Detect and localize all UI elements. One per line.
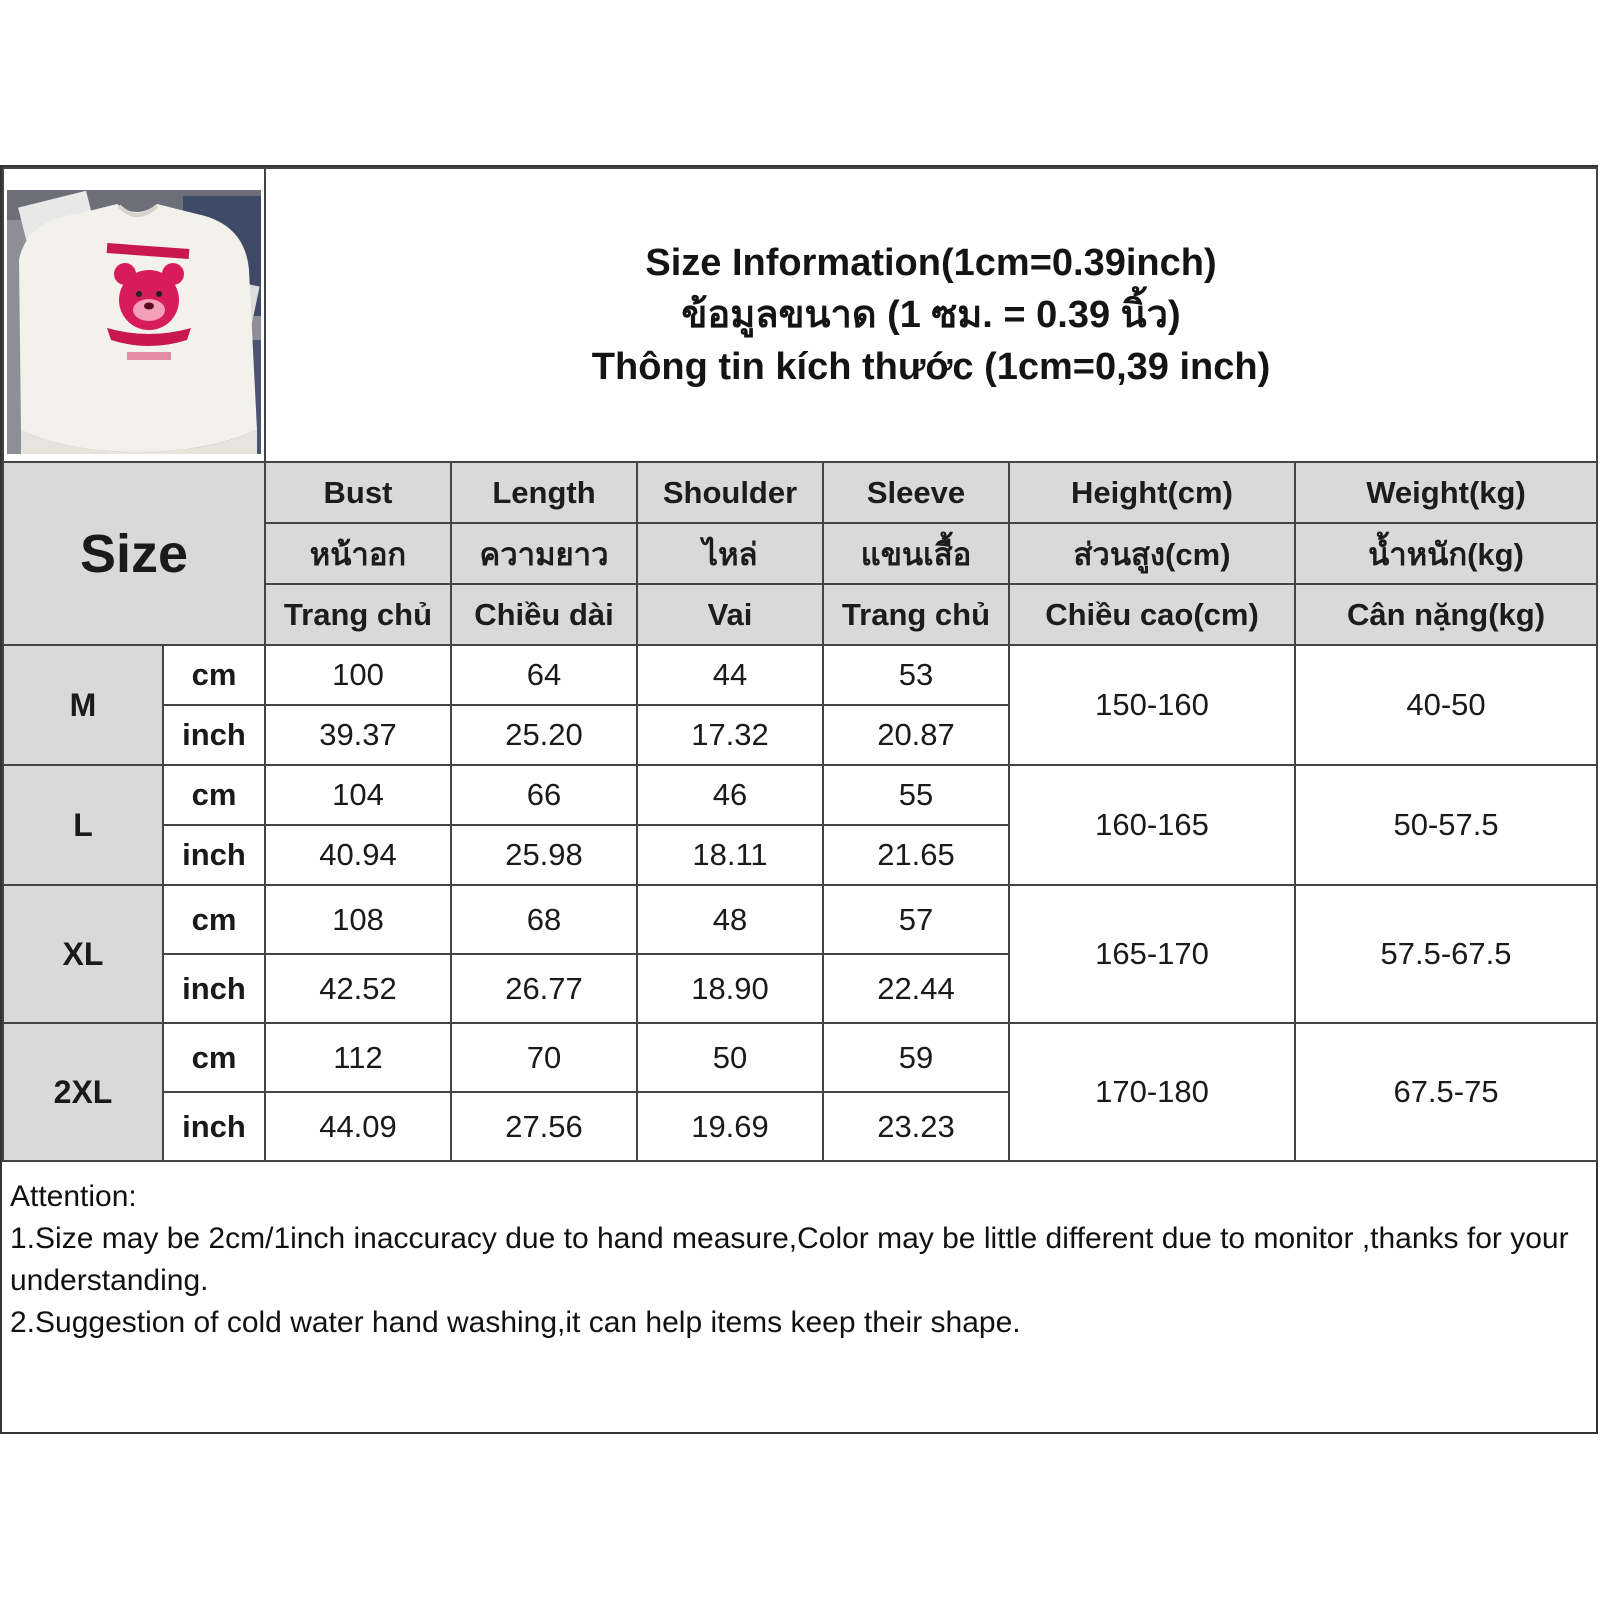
- value-shoulder-inch: 18.90: [637, 954, 823, 1023]
- header-shoulder-vi: Vai: [637, 584, 823, 645]
- value-bust-inch: 42.52: [265, 954, 451, 1023]
- header-bust: Bust: [265, 462, 451, 523]
- header-sleeve-vi: Trang chủ: [823, 584, 1009, 645]
- header-height-vi: Chiều cao(cm): [1009, 584, 1295, 645]
- value-sleeve-cm: 53: [823, 645, 1009, 705]
- value-length-inch: 25.98: [451, 825, 637, 885]
- size-header: Size: [3, 462, 265, 645]
- unit-cm: cm: [163, 1023, 265, 1092]
- value-height: 160-165: [1009, 765, 1295, 885]
- value-height: 165-170: [1009, 885, 1295, 1023]
- value-length-inch: 26.77: [451, 954, 637, 1023]
- title-line-th: ข้อมูลขนาด (1 ซม. = 0.39 นิ้ว): [681, 294, 1181, 336]
- size-name: 2XL: [3, 1023, 163, 1161]
- unit-inch: inch: [163, 954, 265, 1023]
- table-row: [3, 765, 1597, 825]
- header-sleeve-th: แขนเสื้อ: [823, 523, 1009, 584]
- title-cell: [265, 168, 1597, 462]
- unit-cm: cm: [163, 885, 265, 954]
- table-row: [3, 885, 1597, 954]
- title-line-vi: Thông tin kích thước (1cm=0,39 inch): [591, 346, 1271, 388]
- header-height: Height(cm): [1009, 462, 1295, 523]
- value-shoulder-inch: 18.11: [637, 825, 823, 885]
- title-line-en: Size Information(1cm=0.39inch): [645, 242, 1217, 284]
- size-name: M: [3, 645, 163, 765]
- unit-inch: inch: [163, 825, 265, 885]
- value-shoulder-inch: 17.32: [637, 705, 823, 765]
- value-bust-inch: 44.09: [265, 1092, 451, 1161]
- value-shoulder-cm: 44: [637, 645, 823, 705]
- header-shoulder: Shoulder: [637, 462, 823, 523]
- value-shoulder-cm: 50: [637, 1023, 823, 1092]
- value-length-inch: 25.20: [451, 705, 637, 765]
- value-sleeve-inch: 23.23: [823, 1092, 1009, 1161]
- unit-cm: cm: [163, 645, 265, 705]
- size-name: L: [3, 765, 163, 885]
- attention-heading: Attention:: [10, 1180, 137, 1213]
- value-length-cm: 70: [451, 1023, 637, 1092]
- header-length-th: ความยาว: [451, 523, 637, 584]
- value-bust-cm: 112: [265, 1023, 451, 1092]
- size-table: [2, 167, 1598, 1162]
- value-shoulder-cm: 48: [637, 885, 823, 954]
- value-shoulder-cm: 46: [637, 765, 823, 825]
- header-weight-th: น้ำหนัก(kg): [1295, 523, 1597, 584]
- unit-cm: cm: [163, 765, 265, 825]
- value-weight: 67.5-75: [1295, 1023, 1597, 1161]
- value-bust-cm: 100: [265, 645, 451, 705]
- value-sleeve-inch: 21.65: [823, 825, 1009, 885]
- product-photo-cell: [3, 168, 265, 462]
- value-height: 170-180: [1009, 1023, 1295, 1161]
- value-sleeve-inch: 20.87: [823, 705, 1009, 765]
- header-length-vi: Chiều dài: [451, 584, 637, 645]
- header-weight: Weight(kg): [1295, 462, 1597, 523]
- header-weight-vi: Cân nặng(kg): [1295, 584, 1597, 645]
- header-sleeve: Sleeve: [823, 462, 1009, 523]
- unit-inch: inch: [163, 705, 265, 765]
- attention-notes: [2, 1172, 1596, 1348]
- value-weight: 57.5-67.5: [1295, 885, 1597, 1023]
- unit-inch: inch: [163, 1092, 265, 1161]
- size-name: XL: [3, 885, 163, 1023]
- value-bust-cm: 108: [265, 885, 451, 954]
- value-bust-cm: 104: [265, 765, 451, 825]
- value-shoulder-inch: 19.69: [637, 1092, 823, 1161]
- value-sleeve-cm: 57: [823, 885, 1009, 954]
- value-weight: 50-57.5: [1295, 765, 1597, 885]
- header-bust-vi: Trang chủ: [265, 584, 451, 645]
- value-sleeve-cm: 59: [823, 1023, 1009, 1092]
- value-bust-inch: 39.37: [265, 705, 451, 765]
- header-length: Length: [451, 462, 637, 523]
- table-row: [3, 1023, 1597, 1092]
- header-bust-th: หน้าอก: [265, 523, 451, 584]
- table-row: [3, 645, 1597, 705]
- value-sleeve-inch: 22.44: [823, 954, 1009, 1023]
- value-length-cm: 66: [451, 765, 637, 825]
- value-bust-inch: 40.94: [265, 825, 451, 885]
- attention-item: 1.Size may be 2cm/1inch inaccuracy due to hand measure,Color may be little different due to monitor ,thanks for your understanding.: [10, 1222, 1569, 1297]
- header-height-th: ส่วนสูง(cm): [1009, 523, 1295, 584]
- product-photo: [7, 190, 261, 454]
- value-height: 150-160: [1009, 645, 1295, 765]
- value-length-cm: 68: [451, 885, 637, 954]
- attention-item: 2.Suggestion of cold water hand washing,it can help items keep their shape.: [10, 1306, 1021, 1339]
- header-shoulder-th: ไหล่: [637, 523, 823, 584]
- size-chart: [0, 165, 1598, 1434]
- value-length-inch: 27.56: [451, 1092, 637, 1161]
- value-weight: 40-50: [1295, 645, 1597, 765]
- value-sleeve-cm: 55: [823, 765, 1009, 825]
- value-length-cm: 64: [451, 645, 637, 705]
